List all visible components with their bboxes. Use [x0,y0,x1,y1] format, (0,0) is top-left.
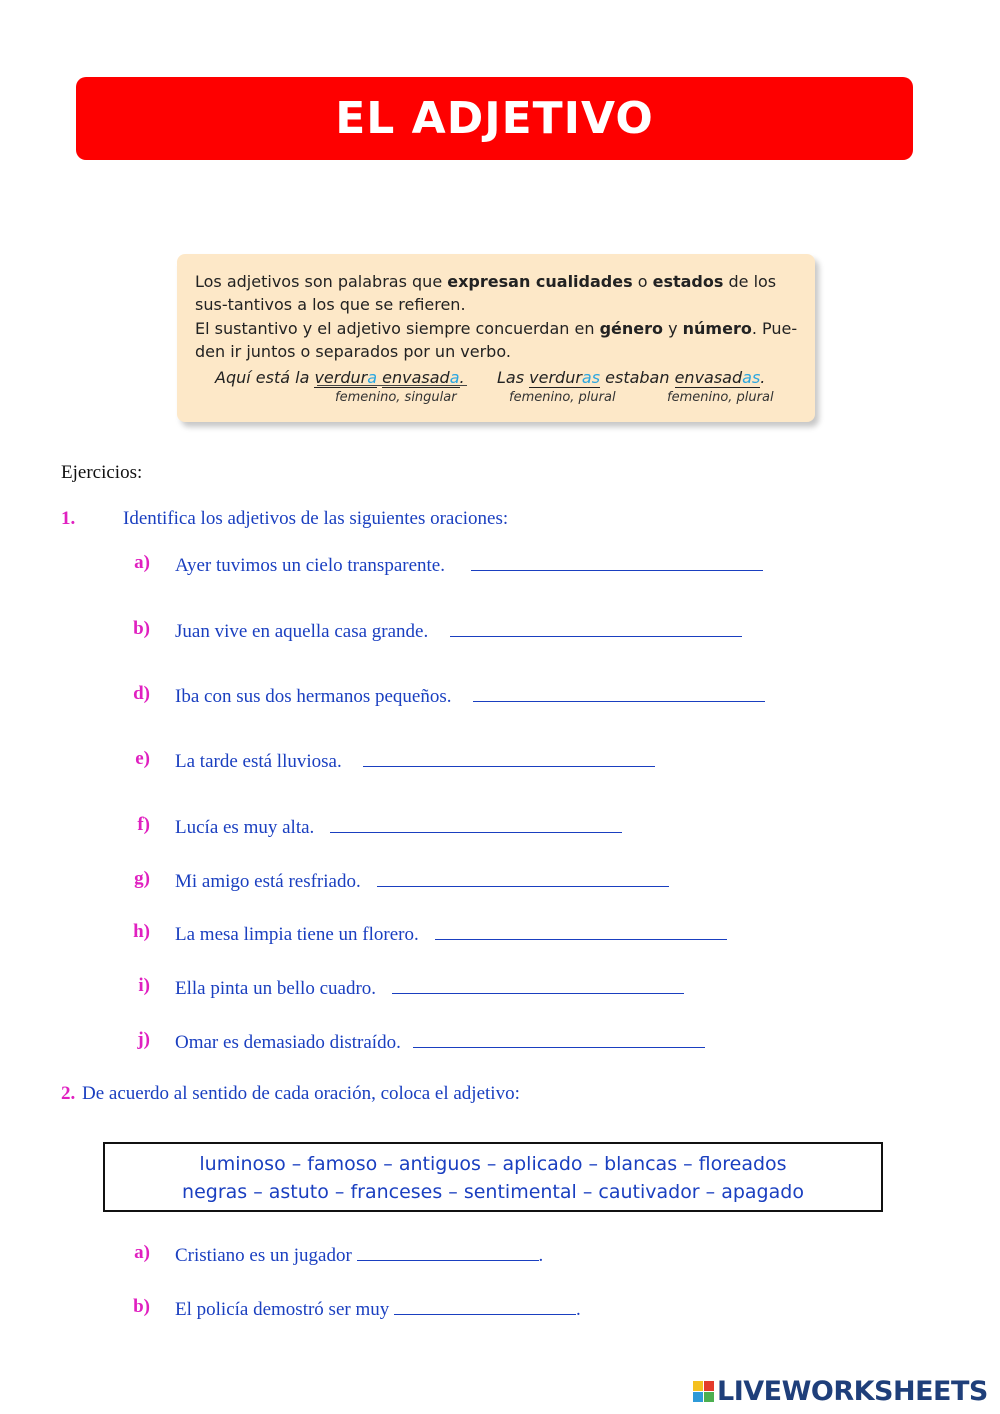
item-letter: a) [134,1242,150,1263]
note-label: femenino, singular [335,390,457,405]
word-bank [103,1142,883,1212]
answer-field[interactable] [413,1029,705,1048]
answer-field[interactable] [377,868,669,887]
section-label: Ejercicios: [61,462,143,483]
answer-field[interactable] [392,975,684,994]
info-paragraph-2: El sustantivo y el adjetivo siempre concuerdan en género y número. Pue-den ir juntos o separados por un verbo. [195,319,798,361]
answer-field[interactable] [473,683,765,702]
info-box [177,254,815,422]
item-text: Mi amigo está resfriado. [175,871,361,892]
liveworksheets-logo[interactable] [693,1376,988,1407]
word-bank-line: luminoso – famoso – antiguos – aplicado – blancas – floreados [199,1153,787,1175]
liveworksheets-logo-icon [693,1381,714,1402]
item-letter: j) [137,1029,150,1050]
item-text: Juan vive en aquella casa grande. [175,621,429,642]
answer-field[interactable] [394,1296,576,1315]
answer-field[interactable] [357,1242,539,1261]
answer-field[interactable] [435,921,727,940]
info-paragraph-1: Los adjetivos son palabras que expresan cualidades o estados de los sus-tantivos a los que se refieren. [195,272,777,314]
logo-text: LIVEWORKSHEETS [717,1376,988,1407]
answer-field[interactable] [471,552,763,571]
answer-field[interactable] [450,618,742,637]
item-letter: a) [134,552,150,573]
item-letter: b) [133,618,150,639]
example-singular: Aquí está la verdura envasada. [215,368,465,387]
page-title: EL ADJETIVO [335,93,654,144]
item-text: Lucía es muy alta. [175,817,315,838]
item-letter: h) [133,921,150,942]
item-text: La tarde está lluviosa. [175,751,342,772]
item-text: Iba con sus dos hermanos pequeños. [175,686,452,707]
example-plural: Las verduras estaban envasadas. [497,368,766,387]
answer-field[interactable] [330,814,622,833]
item-letter: g) [134,868,150,889]
item-text: Cristiano es un jugador [175,1245,357,1266]
question-text: Identifica los adjetivos de las siguientes oraciones: [123,508,509,529]
answer-field[interactable] [363,748,655,767]
question-number: 2. [61,1083,76,1104]
item-text: Ayer tuvimos un cielo transparente. [175,555,445,576]
item-text: El policía demostró ser muy [175,1299,394,1320]
item-letter: f) [137,814,150,835]
item-letter: e) [135,748,150,769]
item-text: Ella pinta un bello cuadro. [175,978,377,999]
question-text: De acuerdo al sentido de cada oración, coloca el adjetivo: [82,1083,520,1104]
item-text: La mesa limpia tiene un florero. [175,924,419,945]
note-label: femenino, plural [509,390,616,405]
item-letter: b) [133,1296,150,1317]
item-letter: d) [133,683,150,704]
note-label: femenino, plural [667,390,774,405]
title-banner [76,77,913,160]
word-bank-line: negras – astuto – franceses – sentimental – cautivador – apagado [182,1181,804,1203]
item-letter: i) [138,975,150,996]
item-text: Omar es demasiado distraído. [175,1032,401,1053]
question-number: 1. [61,508,76,529]
